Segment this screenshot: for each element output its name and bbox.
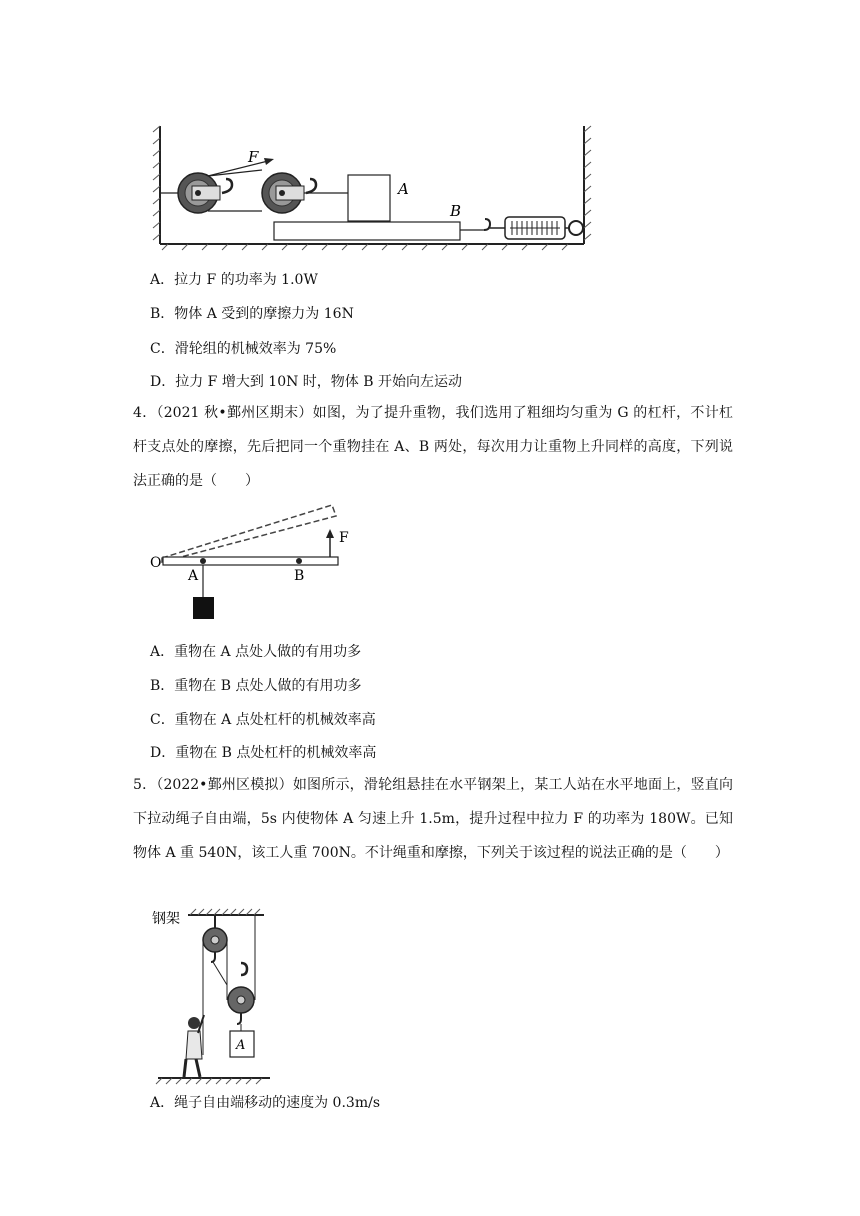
label-O: O [150,555,162,571]
q4-stem: 4．（2021 秋•鄞州区期末）如图，为了提升重物，我们选用了粗细均匀重为 G 的杠杆，不计杠杆支点处的摩擦，先后把同一个重物挂在 A、B 两处，每次用力让重物上升同样的高度，下列说法正确的是（ ） [133,405,733,489]
label-frame: 钢架 [152,911,180,927]
q4-option-b: B．重物在 B 点处人做的有用功多 [150,678,362,694]
label-B: B [450,202,462,220]
q3-option-b: B．物体 A 受到的摩擦力为 16N [150,306,354,322]
figure-pulley-frame [0,905,860,1085]
q4-option-d: D．重物在 B 点处杠杆的机械效率高 [150,745,377,761]
q4-option-a: A．重物在 A 点处人做的有用功多 [150,644,362,660]
q5-option-a: A．绳子自由端移动的速度为 0.3m/s [150,1095,381,1111]
q3-option-a: A．拉力 F 的功率为 1.0W [150,272,318,288]
label-F: F [339,530,349,546]
q3-option-c: C．滑轮组的机械效率为 75% [150,341,337,357]
label-A: A [188,568,199,584]
label-B: B [294,568,305,584]
q5-stem: 5．（2022•鄞州区模拟）如图所示，滑轮组悬挂在水平钢架上，某工人站在水平地面上，竖直向下拉动绳子自由端，5s 内使物体 A 匀速上升 1.5m，提升过程中拉力 F 的功率为 180W。已知物体 A 重 540N，该工人重 700N。不计绳重和摩擦，下列关于该过程的说法正确的是（ ） [133,777,733,861]
q3-option-d: D．拉力 F 增大到 10N 时，物体 B 开始向左运动 [150,374,462,390]
label-F: F [248,148,259,166]
q4-option-c: C．重物在 A 点处杠杆的机械效率高 [150,712,376,728]
label-A: A [236,1038,246,1053]
figure-lever [0,500,860,630]
label-A: A [398,180,409,198]
figure-pulley-system [0,0,860,260]
